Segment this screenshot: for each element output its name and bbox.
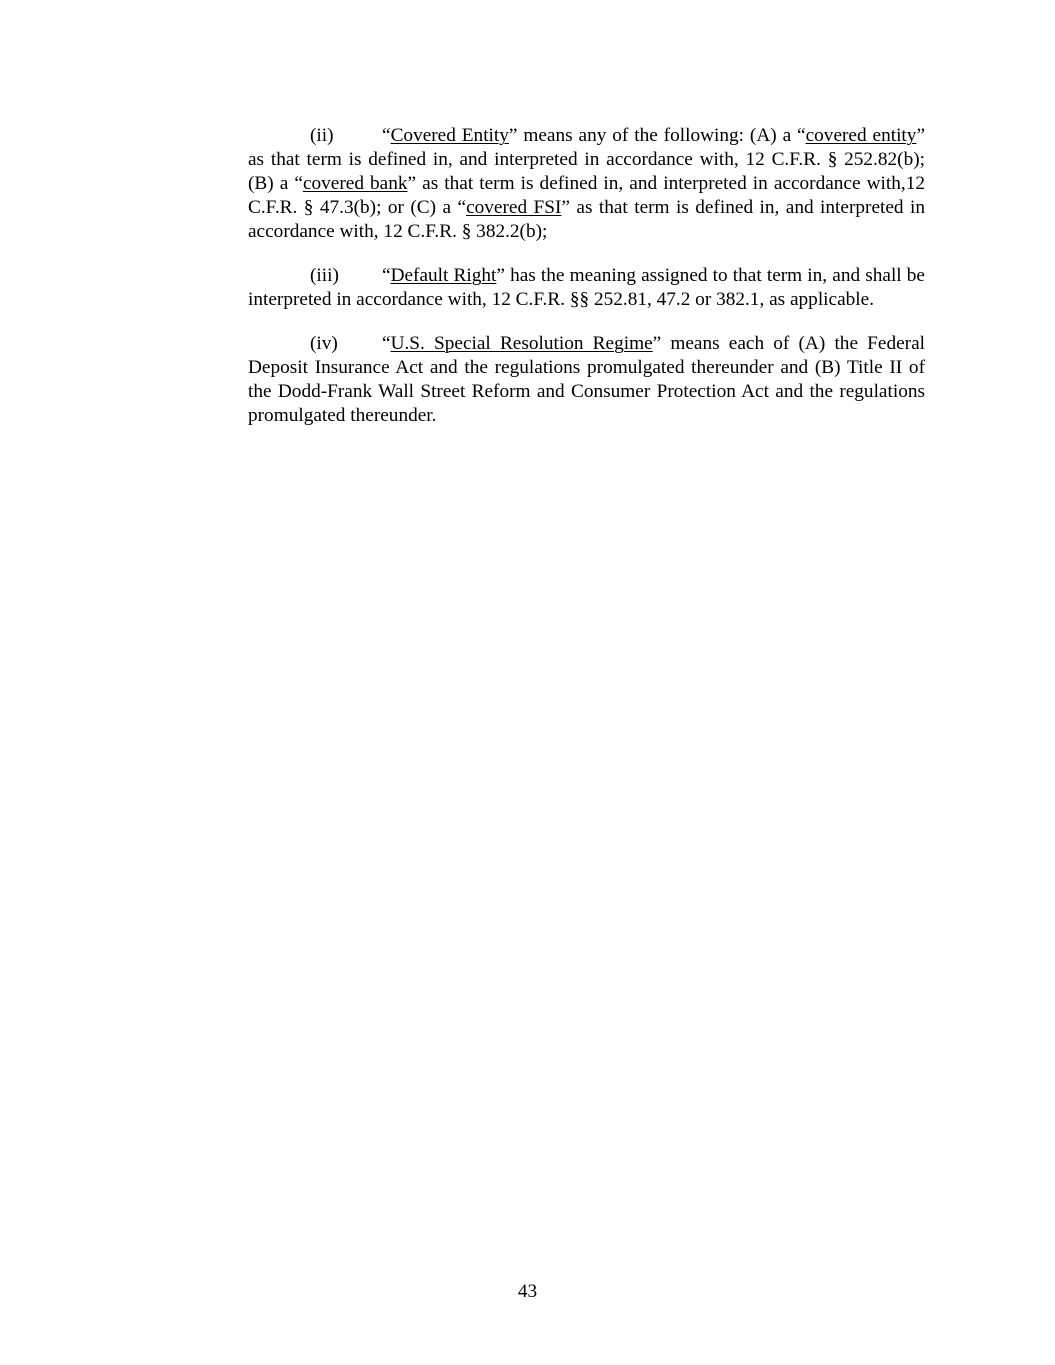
page-number: 43 [517, 1281, 538, 1302]
text-run: ” as that term is defined in, and interpreted in accordance with, 12 C.F.R. § 252.82(b); (B) a “ [248, 125, 925, 194]
paragraph-number: (iii) [310, 265, 339, 286]
text-run: ” means each of (A) the Federal Deposit Insurance Act and the regulations promulgated thereunder and (B) Title II of the Dodd-Frank Wall Street Reform and Consumer Protection Act and the regulations promulgated thereunder. [248, 333, 925, 426]
text-run: “ [382, 125, 391, 146]
text-run: “ [382, 333, 391, 354]
text-run: ” as that term is defined in, and interpreted in accordance with,12 C.F.R. § 47.3(b); or (C) a “ [248, 173, 925, 218]
defined-term: covered FSI [466, 197, 562, 218]
definition-paragraph-special-resolution-regime [248, 332, 925, 428]
defined-term: covered entity [805, 125, 917, 146]
paragraph-number: (ii) [310, 125, 334, 146]
text-run: ” means any of the following: (A) a “ [508, 125, 806, 146]
definition-paragraph-default-right [248, 264, 925, 312]
defined-term: Covered Entity [390, 125, 509, 146]
defined-term: U.S. Special Resolution Regime [390, 333, 653, 354]
text-run: ” has the meaning assigned to that term in, and shall be interpreted in accordance with, 12 C.F.R. §§ 252.81, 47.2 or 382.1, as applicable. [248, 265, 925, 310]
document-body [248, 124, 925, 448]
definition-paragraph-covered-entity [248, 124, 925, 244]
defined-term: Default Right [390, 265, 497, 286]
defined-term: covered bank [302, 173, 408, 194]
text-run: “ [382, 265, 391, 286]
text-run: ” as that term is defined in, and interpreted in accordance with, 12 C.F.R. § 382.2(b); [248, 197, 925, 242]
paragraph-number: (iv) [310, 333, 338, 354]
